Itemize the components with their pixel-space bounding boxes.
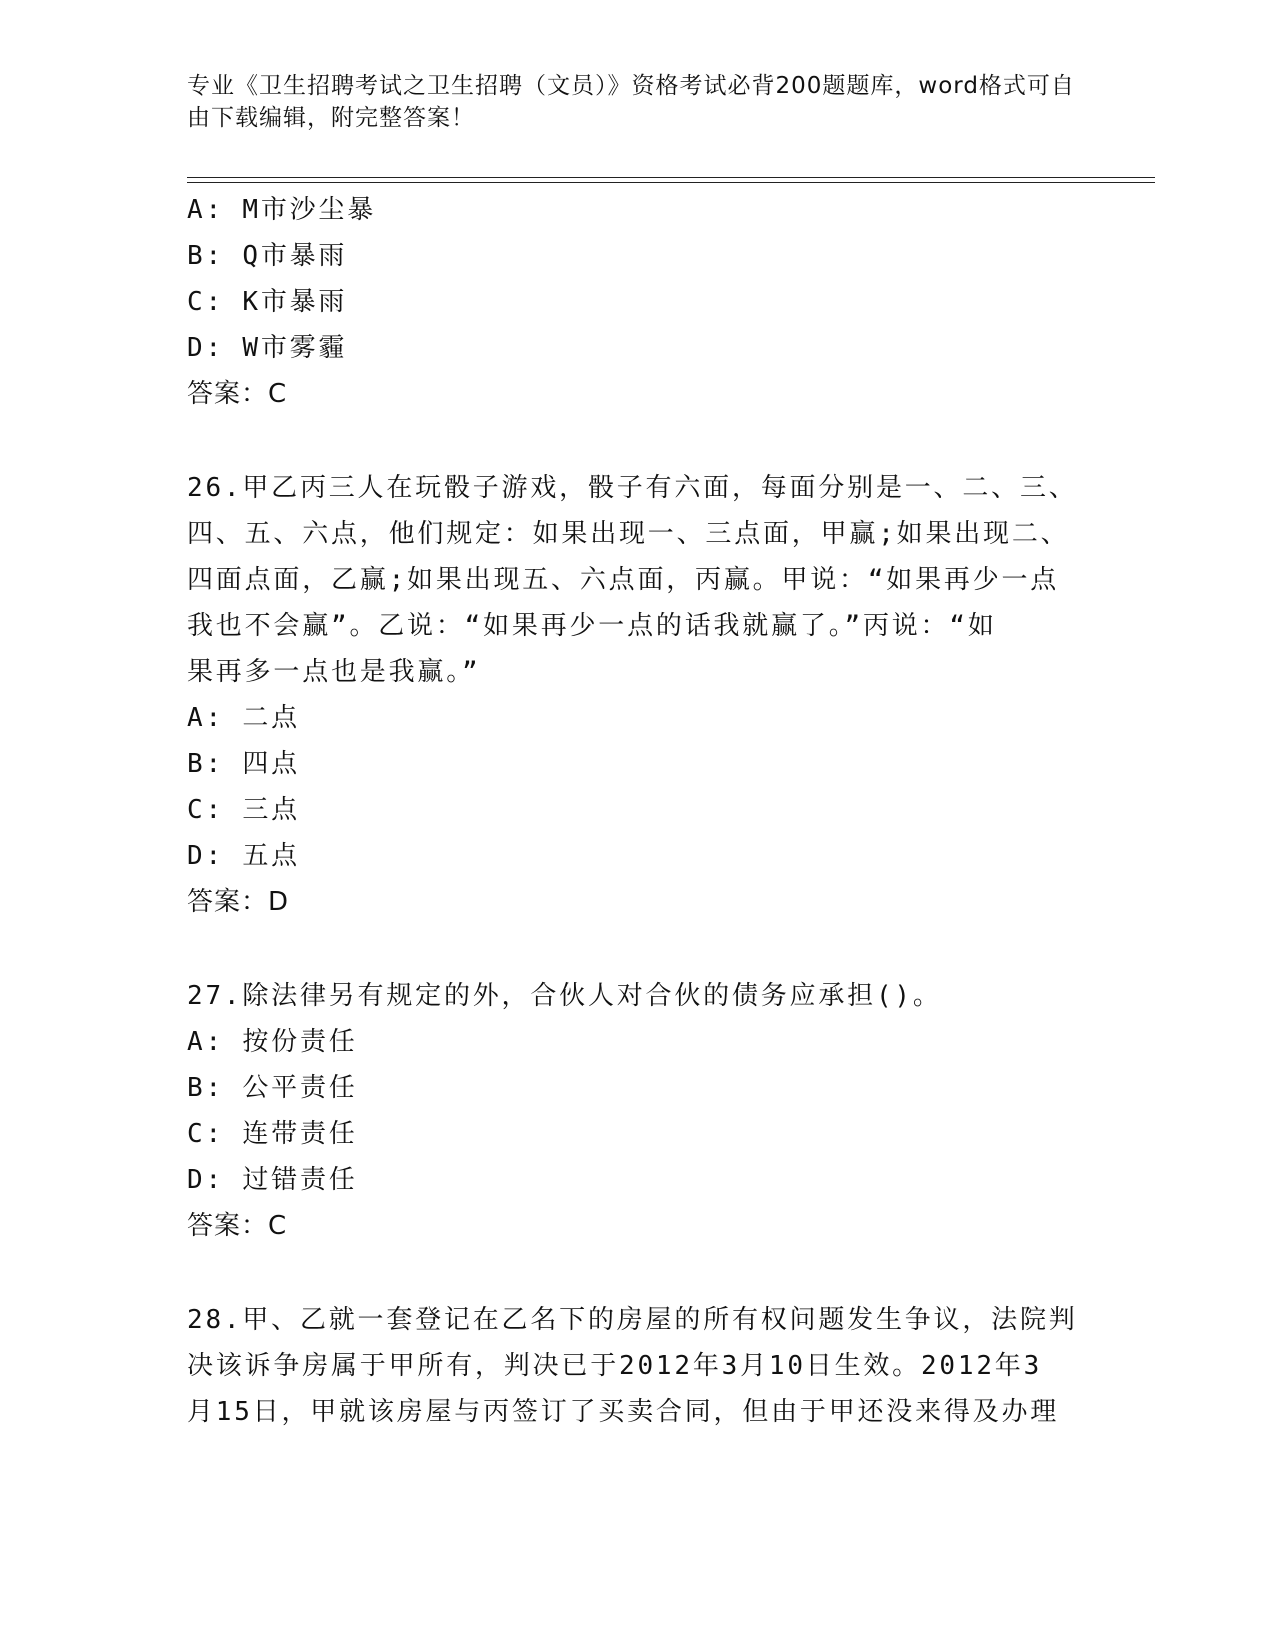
option-a: A: 二点 (187, 703, 300, 733)
answer: 答案：D (187, 887, 290, 917)
header-text: 专业《卫生招聘考试之卫生招聘（文员）》资格考试必背200题题库，word格式可自由下载编辑，附完整答案！ (187, 73, 1075, 131)
question-text-line: 27.除法律另有规定的外，合伙人对合伙的债务应承担()。 (187, 981, 942, 1011)
option-b: B: 公平责任 (187, 1073, 358, 1103)
header-divider-bottom (187, 182, 1155, 183)
option-a: A: 按份责任 (187, 1027, 358, 1057)
question-27 (187, 973, 1087, 1249)
question-list (187, 187, 1087, 1435)
header-divider-top (187, 177, 1155, 178)
question-26 (187, 465, 1087, 925)
question-text-line: 我也不会赢”。乙说：“如果再少一点的话我就赢了。”丙说：“如 (187, 611, 997, 641)
answer: 答案：C (187, 1211, 288, 1241)
question-text-line: 决该诉争房属于甲所有，判决已于2012年3月10日生效。2012年3 (187, 1351, 1043, 1381)
question-text-line: 26.甲乙丙三人在玩骰子游戏，骰子有六面，每面分别是一、二、三、 (187, 473, 1078, 503)
question-text-line: 果再多一点也是我赢。” (187, 657, 481, 687)
option-c: C: K市暴雨 (187, 287, 348, 317)
option-b: B: 四点 (187, 749, 300, 779)
option-d: D: W市雾霾 (187, 333, 348, 363)
question-text-line: 28.甲、乙就一套登记在乙名下的房屋的所有权问题发生争议，法院判 (187, 1305, 1078, 1335)
option-c: C: 连带责任 (187, 1119, 358, 1149)
question-text-line: 月15日，甲就该房屋与丙签订了买卖合同，但由于甲还没来得及办理 (187, 1397, 1060, 1427)
option-a: A: M市沙尘暴 (187, 195, 377, 225)
option-b: B: Q市暴雨 (187, 241, 348, 271)
question-28 (187, 1297, 1087, 1435)
document-header (187, 70, 1077, 134)
option-c: C: 三点 (187, 795, 300, 825)
option-d: D: 过错责任 (187, 1165, 358, 1195)
question-text-line: 四面点面，乙赢;如果出现五、六点面，丙赢。甲说：“如果再少一点 (187, 565, 1060, 595)
question-25 (187, 187, 1087, 417)
answer: 答案：C (187, 379, 288, 409)
question-text-line: 四、五、六点，他们规定：如果出现一、三点面，甲赢;如果出现二、 (187, 519, 1070, 549)
option-d: D: 五点 (187, 841, 300, 871)
